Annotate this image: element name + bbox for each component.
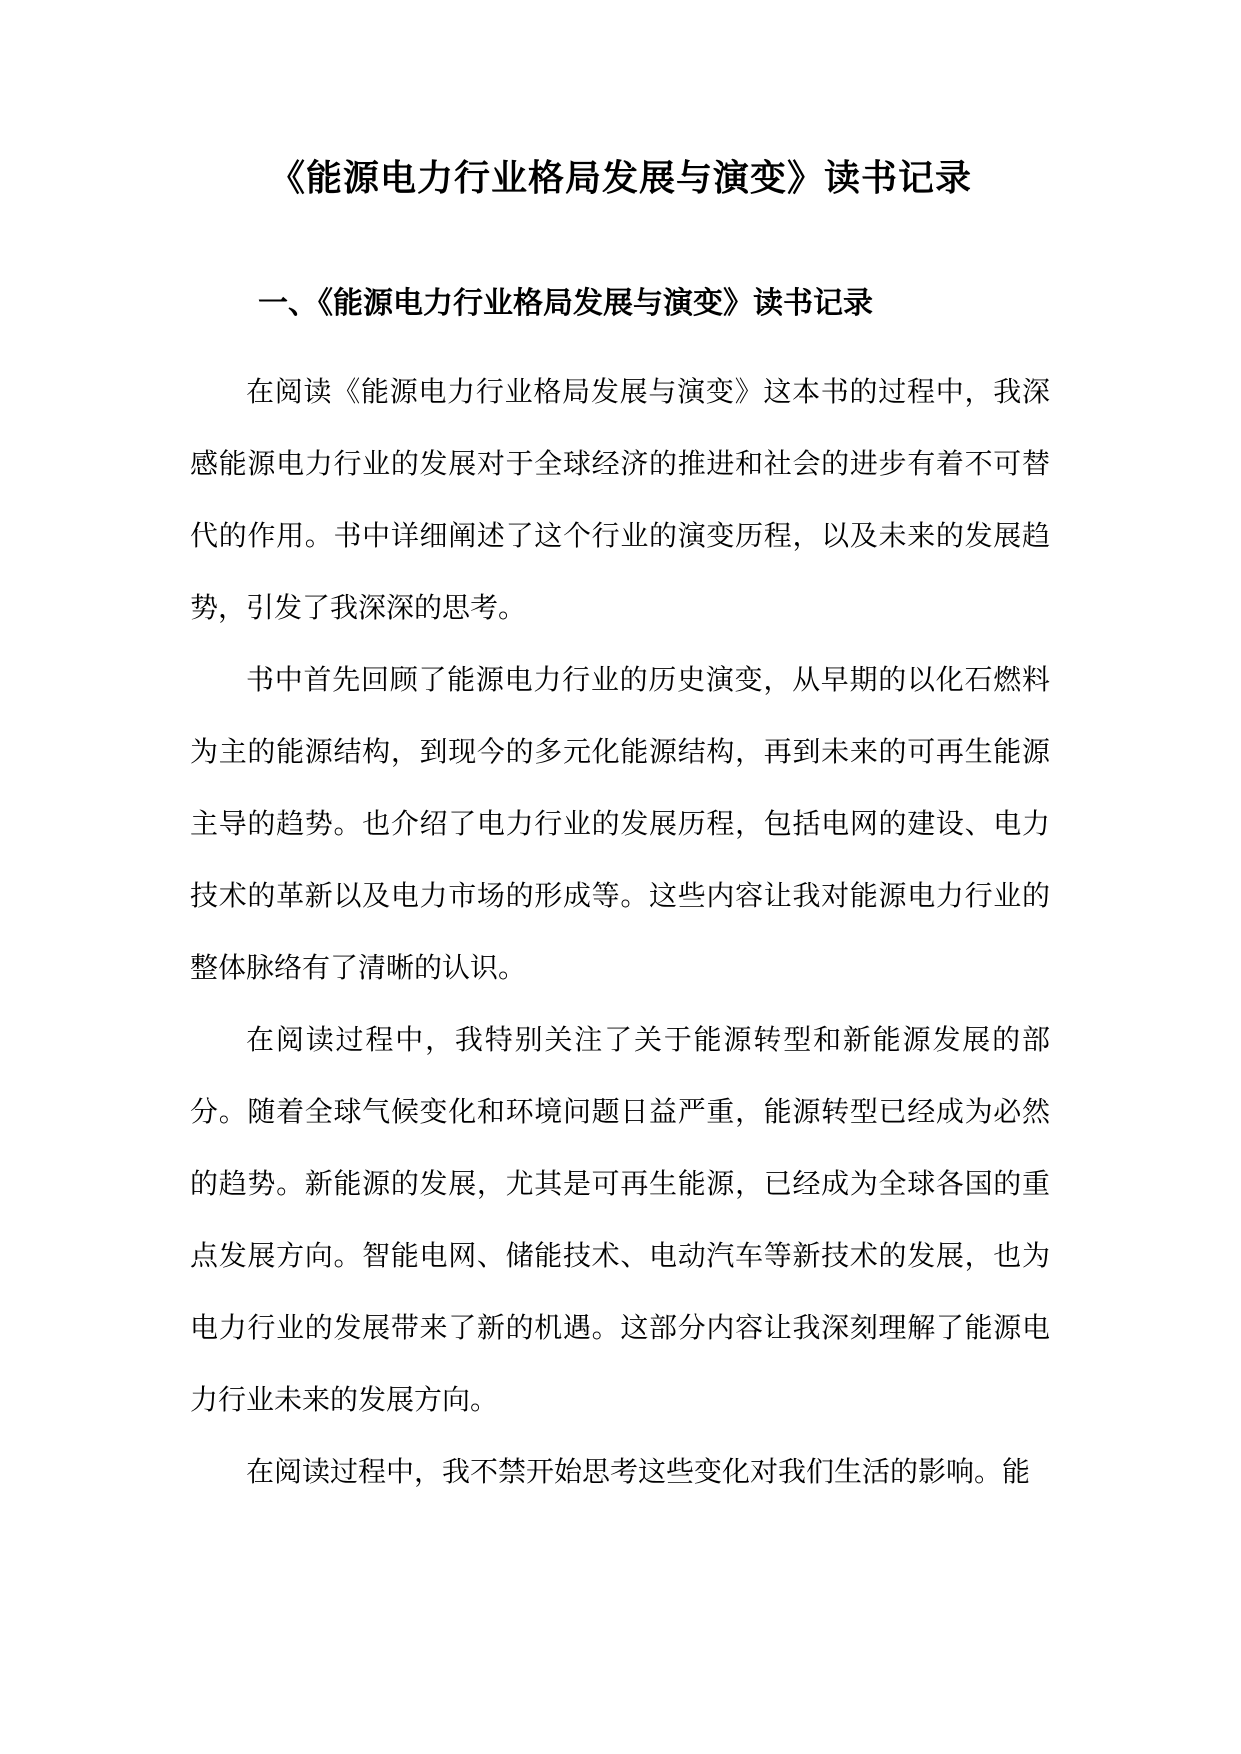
document-title: 《能源电力行业格局发展与演变》读书记录: [268, 157, 972, 199]
paragraph: 在阅读《能源电力行业格局发展与演变》这本书的过程中，我深感能源电力行业的发展对于全球经济的推进和社会的进步有着不可替代的作用。书中详细阐述了这个行业的演变历程，以及未来的发展趋势，引发了我深深的思考。: [190, 375, 1050, 624]
paragraph: 在阅读过程中，我不禁开始思考这些变化对我们生活的影响。能: [246, 1455, 1031, 1488]
paragraph: 在阅读过程中，我特别关注了关于能源转型和新能源发展的部分。随着全球气候变化和环境问题日益严重，能源转型已经成为必然的趋势。新能源的发展，尤其是可再生能源，已经成为全球各国的重点发展方向。智能电网、储能技术、电动汽车等新技术的发展，也为电力行业的发展带来了新的机遇。这部分内容让我深刻理解了能源电力行业未来的发展方向。: [190, 1023, 1050, 1416]
paragraph: 书中首先回顾了能源电力行业的历史演变，从早期的以化石燃料为主的能源结构，到现今的多元化能源结构，再到未来的可再生能源主导的趋势。也介绍了电力行业的发展历程，包括电网的建设、电力技术的革新以及电力市场的形成等。这些内容让我对能源电力行业的整体脉络有了清晰的认识。: [190, 663, 1050, 984]
section-heading: 一、《能源电力行业格局发展与演变》读书记录: [258, 286, 873, 321]
document-body: [190, 356, 1050, 1508]
